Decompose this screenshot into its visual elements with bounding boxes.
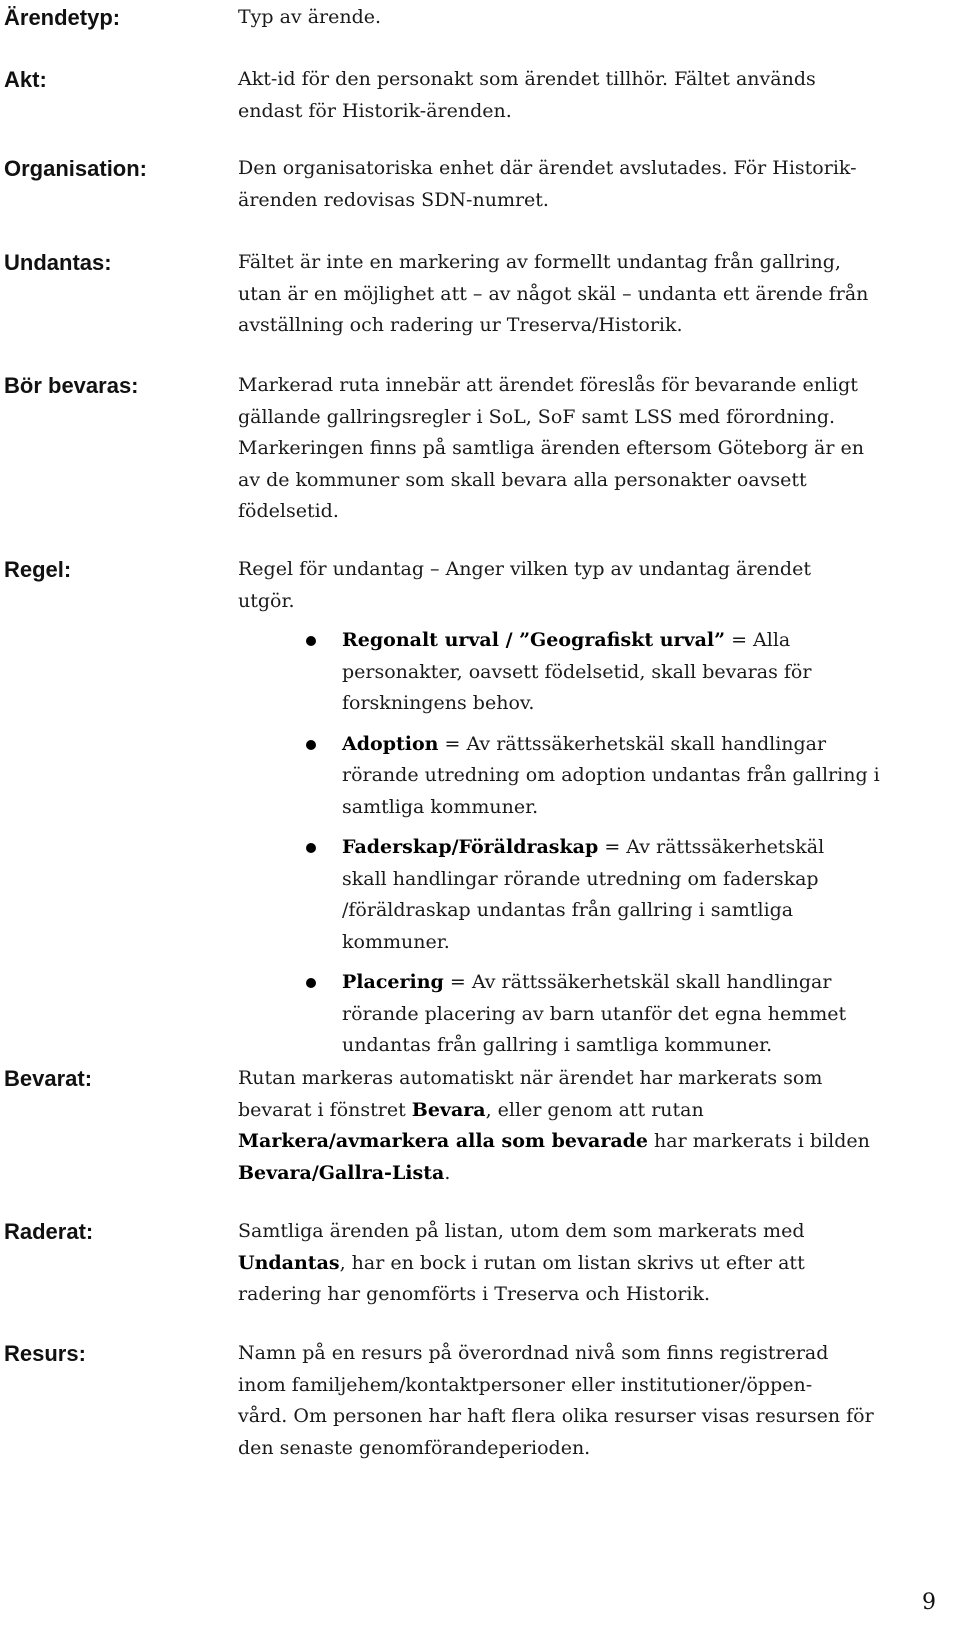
regel-bullet-list xyxy=(238,625,938,1062)
text-line: rörande utredning om adoption undantas från gallring i xyxy=(342,764,880,786)
bullet-term: Regonalt urval / ”Geografiskt urval” xyxy=(342,629,726,651)
text-line: Markeringen finns på samtliga ärenden eftersom Göteborg är en xyxy=(238,437,864,459)
equals-sign: = xyxy=(725,629,754,651)
desc-raderat xyxy=(238,1216,938,1311)
bold-term: Undantas xyxy=(238,1251,340,1274)
text-line: utgör. xyxy=(238,589,295,612)
text-line: avställning och radering ur Treserva/Historik. xyxy=(238,314,683,336)
desc-resurs xyxy=(238,1338,938,1464)
bullet-icon xyxy=(306,740,316,750)
desc-bevarat xyxy=(238,1063,938,1189)
text-line xyxy=(342,832,938,864)
text-line: Namn på en resurs på överordnad nivå som finns registrerad xyxy=(238,1342,829,1364)
text-line: Samtliga ärenden på listan, utom dem som markerats med xyxy=(238,1220,805,1242)
text-line: Typ av ärende. xyxy=(238,6,382,28)
text-line: Rutan markeras automatiskt när ärendet har markerats som xyxy=(238,1067,823,1089)
text-segment: Av rättssäkerhetskäl skall handlingar xyxy=(466,732,827,755)
text-line: födelsetid. xyxy=(238,500,339,522)
page-number: 9 xyxy=(922,1590,936,1615)
text-line: skall handlingar rörande utredning om faderskap xyxy=(342,867,819,890)
text-line xyxy=(342,625,938,657)
text-segment: har markerats i bilden xyxy=(648,1130,870,1152)
bullet-term: Placering xyxy=(342,971,444,993)
text-line xyxy=(238,1158,938,1190)
term-bevarat: Bevarat: xyxy=(4,1066,93,1091)
bullet-item-regionalt-urval xyxy=(238,625,938,720)
text-line: vård. Om personen har haft flera olika resurser visas resursen för xyxy=(238,1405,874,1427)
bullet-icon xyxy=(306,636,316,646)
term-raderat: Raderat: xyxy=(4,1219,94,1244)
text-line: kommuner. xyxy=(342,930,450,953)
text-line: endast för Historik-ärenden. xyxy=(238,99,512,122)
text-line: Markerad ruta innebär att ärendet föreslås för bevarande enligt xyxy=(238,374,858,396)
text-line: rörande placering av barn utanför det egna hemmet xyxy=(342,1002,847,1025)
bullet-term: Faderskap/Föräldraskap xyxy=(342,836,599,858)
text-segment: Av rättssäkerhetskäl xyxy=(626,836,825,858)
term-bor-bevaras: Bör bevaras: xyxy=(4,373,139,398)
bold-term: Markera/avmarkera alla som bevarade xyxy=(238,1130,649,1152)
text-segment: Av rättssäkerhetskäl skall handlingar xyxy=(471,971,832,993)
desc-akt xyxy=(238,64,938,127)
term-undantas: Undantas: xyxy=(4,250,112,275)
text-line: den senaste genomförandeperioden. xyxy=(238,1436,591,1459)
bullet-item-adoption xyxy=(238,729,938,824)
text-segment: . xyxy=(444,1161,451,1184)
text-line xyxy=(238,1126,938,1158)
desc-arendetyp xyxy=(238,2,938,34)
text-line: Akt-id för den personakt som ärendet tillhör. Fältet används xyxy=(238,68,816,90)
term-resurs: Resurs: xyxy=(4,1341,86,1366)
text-segment: , har en bock i rutan om listan skrivs ut efter att xyxy=(339,1251,805,1274)
term-akt: Akt: xyxy=(4,67,47,92)
text-segment: bevarat i fönstret xyxy=(238,1098,412,1121)
text-line xyxy=(342,729,938,761)
bullet-item-placering xyxy=(238,967,938,1062)
text-segment: , eller genom att rutan xyxy=(485,1098,704,1121)
text-line: /föräldraskap undantas från gallring i samtliga xyxy=(342,899,794,921)
text-line: av de kommuner som skall bevara alla personakter oavsett xyxy=(238,468,807,491)
text-line xyxy=(238,1095,938,1127)
text-line: inom familjehem/kontaktpersoner eller institutioner/öppen- xyxy=(238,1373,813,1396)
equals-sign: = xyxy=(443,971,472,993)
text-line: undantas från gallring i samtliga kommuner. xyxy=(342,1034,773,1056)
desc-organisation xyxy=(238,153,938,216)
text-line: Den organisatoriska enhet där ärendet avslutades. För Historik- xyxy=(238,157,857,179)
text-line xyxy=(238,1248,938,1280)
text-line: radering har genomförts i Treserva och Historik. xyxy=(238,1283,711,1305)
text-line: gällande gallringsregler i SoL, SoF samt LSS med förordning. xyxy=(238,405,836,428)
desc-undantas xyxy=(238,247,938,342)
bullet-item-faderskap xyxy=(238,832,938,958)
desc-regel xyxy=(238,554,938,1071)
equals-sign: = xyxy=(598,836,627,858)
text-line: forskningens behov. xyxy=(342,692,535,714)
bullet-icon xyxy=(306,843,316,853)
text-line xyxy=(342,967,938,999)
text-line: personakter, oavsett födelsetid, skall bevaras för xyxy=(342,660,812,683)
bullet-term: Adoption xyxy=(342,732,439,755)
text-segment: Alla xyxy=(753,629,791,651)
text-line: Fältet är inte en markering av formellt undantag från gallring, xyxy=(238,251,841,273)
equals-sign: = xyxy=(438,732,467,755)
bold-term: Bevara/Gallra-Lista xyxy=(238,1161,445,1184)
text-line: samtliga kommuner. xyxy=(342,795,539,818)
term-organisation: Organisation: xyxy=(4,156,148,181)
text-line: ärenden redovisas SDN-numret. xyxy=(238,188,549,211)
text-line: Regel för undantag – Anger vilken typ av undantag ärendet xyxy=(238,558,811,580)
term-arendetyp: Ärendetyp: xyxy=(4,5,121,30)
term-regel: Regel: xyxy=(4,557,72,582)
desc-bor-bevaras xyxy=(238,370,938,528)
bold-term: Bevara xyxy=(411,1098,486,1121)
text-line: utan är en möjlighet att – av något skäl – undanta ett ärende från xyxy=(238,282,869,305)
bullet-icon xyxy=(306,978,316,988)
